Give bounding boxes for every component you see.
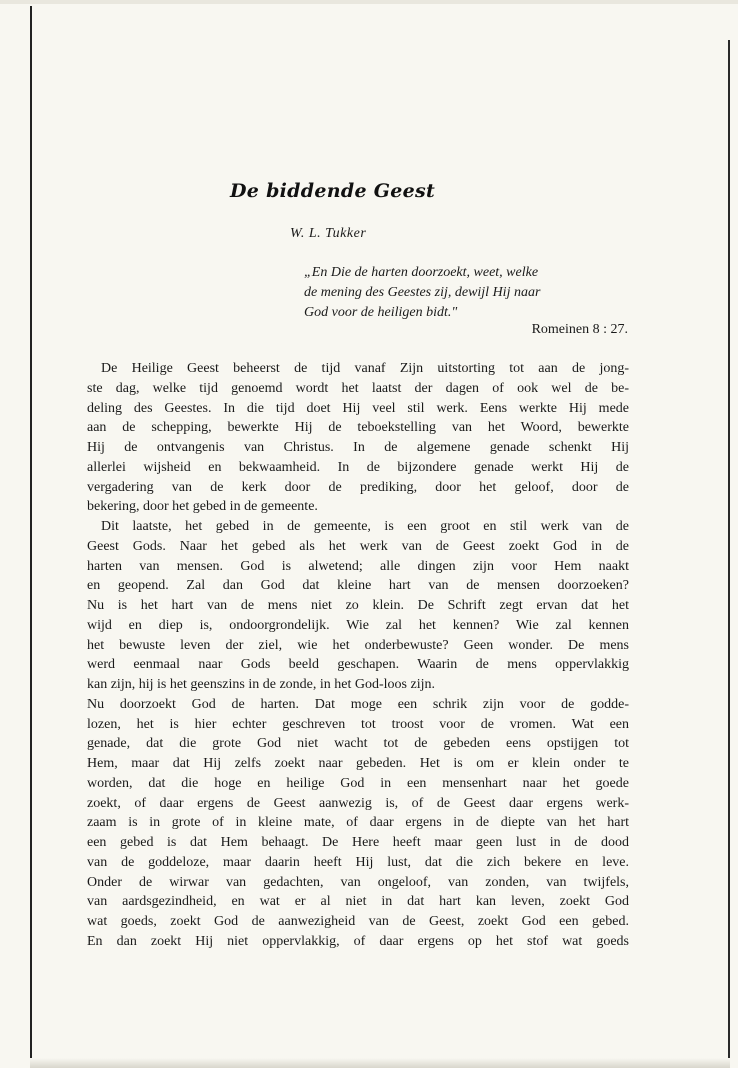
body-line: harten van mensen. God is alwetend; alle dingen zijn voor Hem naakt bbox=[87, 558, 629, 574]
body-line: het bewuste leven der ziel, wie het onderbewuste? Geen wonder. De mens bbox=[87, 637, 629, 653]
scan-top-edge bbox=[0, 0, 738, 4]
body-line: En dan zoekt Hij niet oppervlakkig, of daar ergens op het stof wat goeds bbox=[87, 933, 629, 949]
body-line: een gebed is dat Hem behaagt. De Here heeft maar geen lust in de dood bbox=[87, 835, 629, 850]
page-bottom-shadow bbox=[30, 1058, 730, 1068]
body-line: zoekt, of daar ergens de Geest aanwezig is, of de Geest daar ergens werk- bbox=[87, 795, 629, 811]
body-line: Hem, maar dat Hij zelfs zoekt naar gebeden. Het is om er klein onder te bbox=[87, 756, 629, 771]
body-line: deling des Geestes. In die tijd doet Hij veel stil werk. Eens werkte Hij mede bbox=[87, 400, 629, 416]
body-line: Geest Gods. Naar het gebed als het werk van de Geest zoekt God in de bbox=[87, 538, 629, 554]
body-line: bekering, door het gebed in de gemeente. bbox=[87, 499, 318, 515]
epigraph-line: God voor de heiligen bidt." bbox=[304, 305, 458, 320]
body-line: kan zijn, hij is het geenszins in de zonde, in het God-loos zijn. bbox=[87, 677, 435, 692]
body-line: genade, dat die grote God niet wacht tot de gebeden eens opstijgen tot bbox=[87, 736, 629, 752]
body-line: ste dag, welke tijd genoemd wordt het laatst der dagen of ook wel de be- bbox=[87, 380, 629, 396]
body-line: wijd en diep is, ondoorgrondelijk. Wie zal het kennen? Wie zal kennen bbox=[87, 617, 629, 633]
body-line: Nu is het hart van de mens niet zo klein. De Schrift zegt ervan dat het bbox=[87, 598, 629, 613]
page-right-border bbox=[728, 40, 730, 1060]
body-line: van aardsgezindheid, en wat er al niet in dat hart kan leven, zoekt God bbox=[87, 894, 629, 910]
article-author: W. L. Tukker bbox=[290, 226, 367, 241]
body-line: aan de schepping, bewerkte Hij de teboekstelling van het Woord, bewerkte bbox=[87, 420, 629, 436]
article-title: De biddende Geest bbox=[230, 180, 436, 202]
body-line: van de goddeloze, maar daarin heeft Hij lust, dat die zich bekere en leve. bbox=[87, 854, 629, 870]
body-line: allerlei wijsheid en bekwaamheid. In de bijzondere genade werkt Hij de bbox=[87, 459, 629, 475]
body-line: De Heilige Geest beheerst de tijd vanaf Zijn uitstorting tot aan de jong- bbox=[101, 361, 629, 376]
body-line: wat goeds, zoekt God de aanwezigheid van de Geest, zoekt God een gebed. bbox=[87, 914, 629, 929]
body-line: worden, dat die hoge en heilige God in een mensenhart naar het goede bbox=[87, 775, 629, 791]
body-line: Onder de wirwar van gedachten, van ongeloof, van zonden, van twijfels, bbox=[87, 874, 629, 890]
epigraph-line: „En Die de harten doorzoekt, weet, welke bbox=[304, 265, 539, 280]
body-line: Hij de ontvangenis van Christus. In de algemene genade schenkt Hij bbox=[87, 440, 629, 455]
epigraph-reference: Romeinen 8 : 27. bbox=[531, 322, 628, 337]
epigraph bbox=[304, 263, 626, 323]
body-line: en geopend. Zal dan God dat kleine hart van de mensen doorzoeken? bbox=[87, 578, 629, 594]
article-body bbox=[87, 359, 629, 952]
body-line: vergadering van de kerk door de prediking, door het geloof, door de bbox=[87, 479, 629, 495]
body-line: Nu doorzoekt God de harten. Dat moge een schrik zijn voor de godde- bbox=[87, 696, 629, 712]
body-line: werd eenmaal naar Gods beeld geschapen. Waarin de mens oppervlakkig bbox=[87, 657, 629, 673]
body-line: zaam is in grote of in kleine mate, of daar ergens in de diepte van het hart bbox=[87, 815, 629, 831]
body-line: Dit laatste, het gebed in de gemeente, is een groot en stil werk van de bbox=[101, 519, 629, 534]
epigraph-line: de mening des Geestes zij, dewijl Hij naar bbox=[304, 285, 541, 300]
body-line: lozen, het is hier echter geschreven tot troost voor de vromen. Wat een bbox=[87, 716, 629, 732]
page-left-border bbox=[30, 6, 32, 1064]
